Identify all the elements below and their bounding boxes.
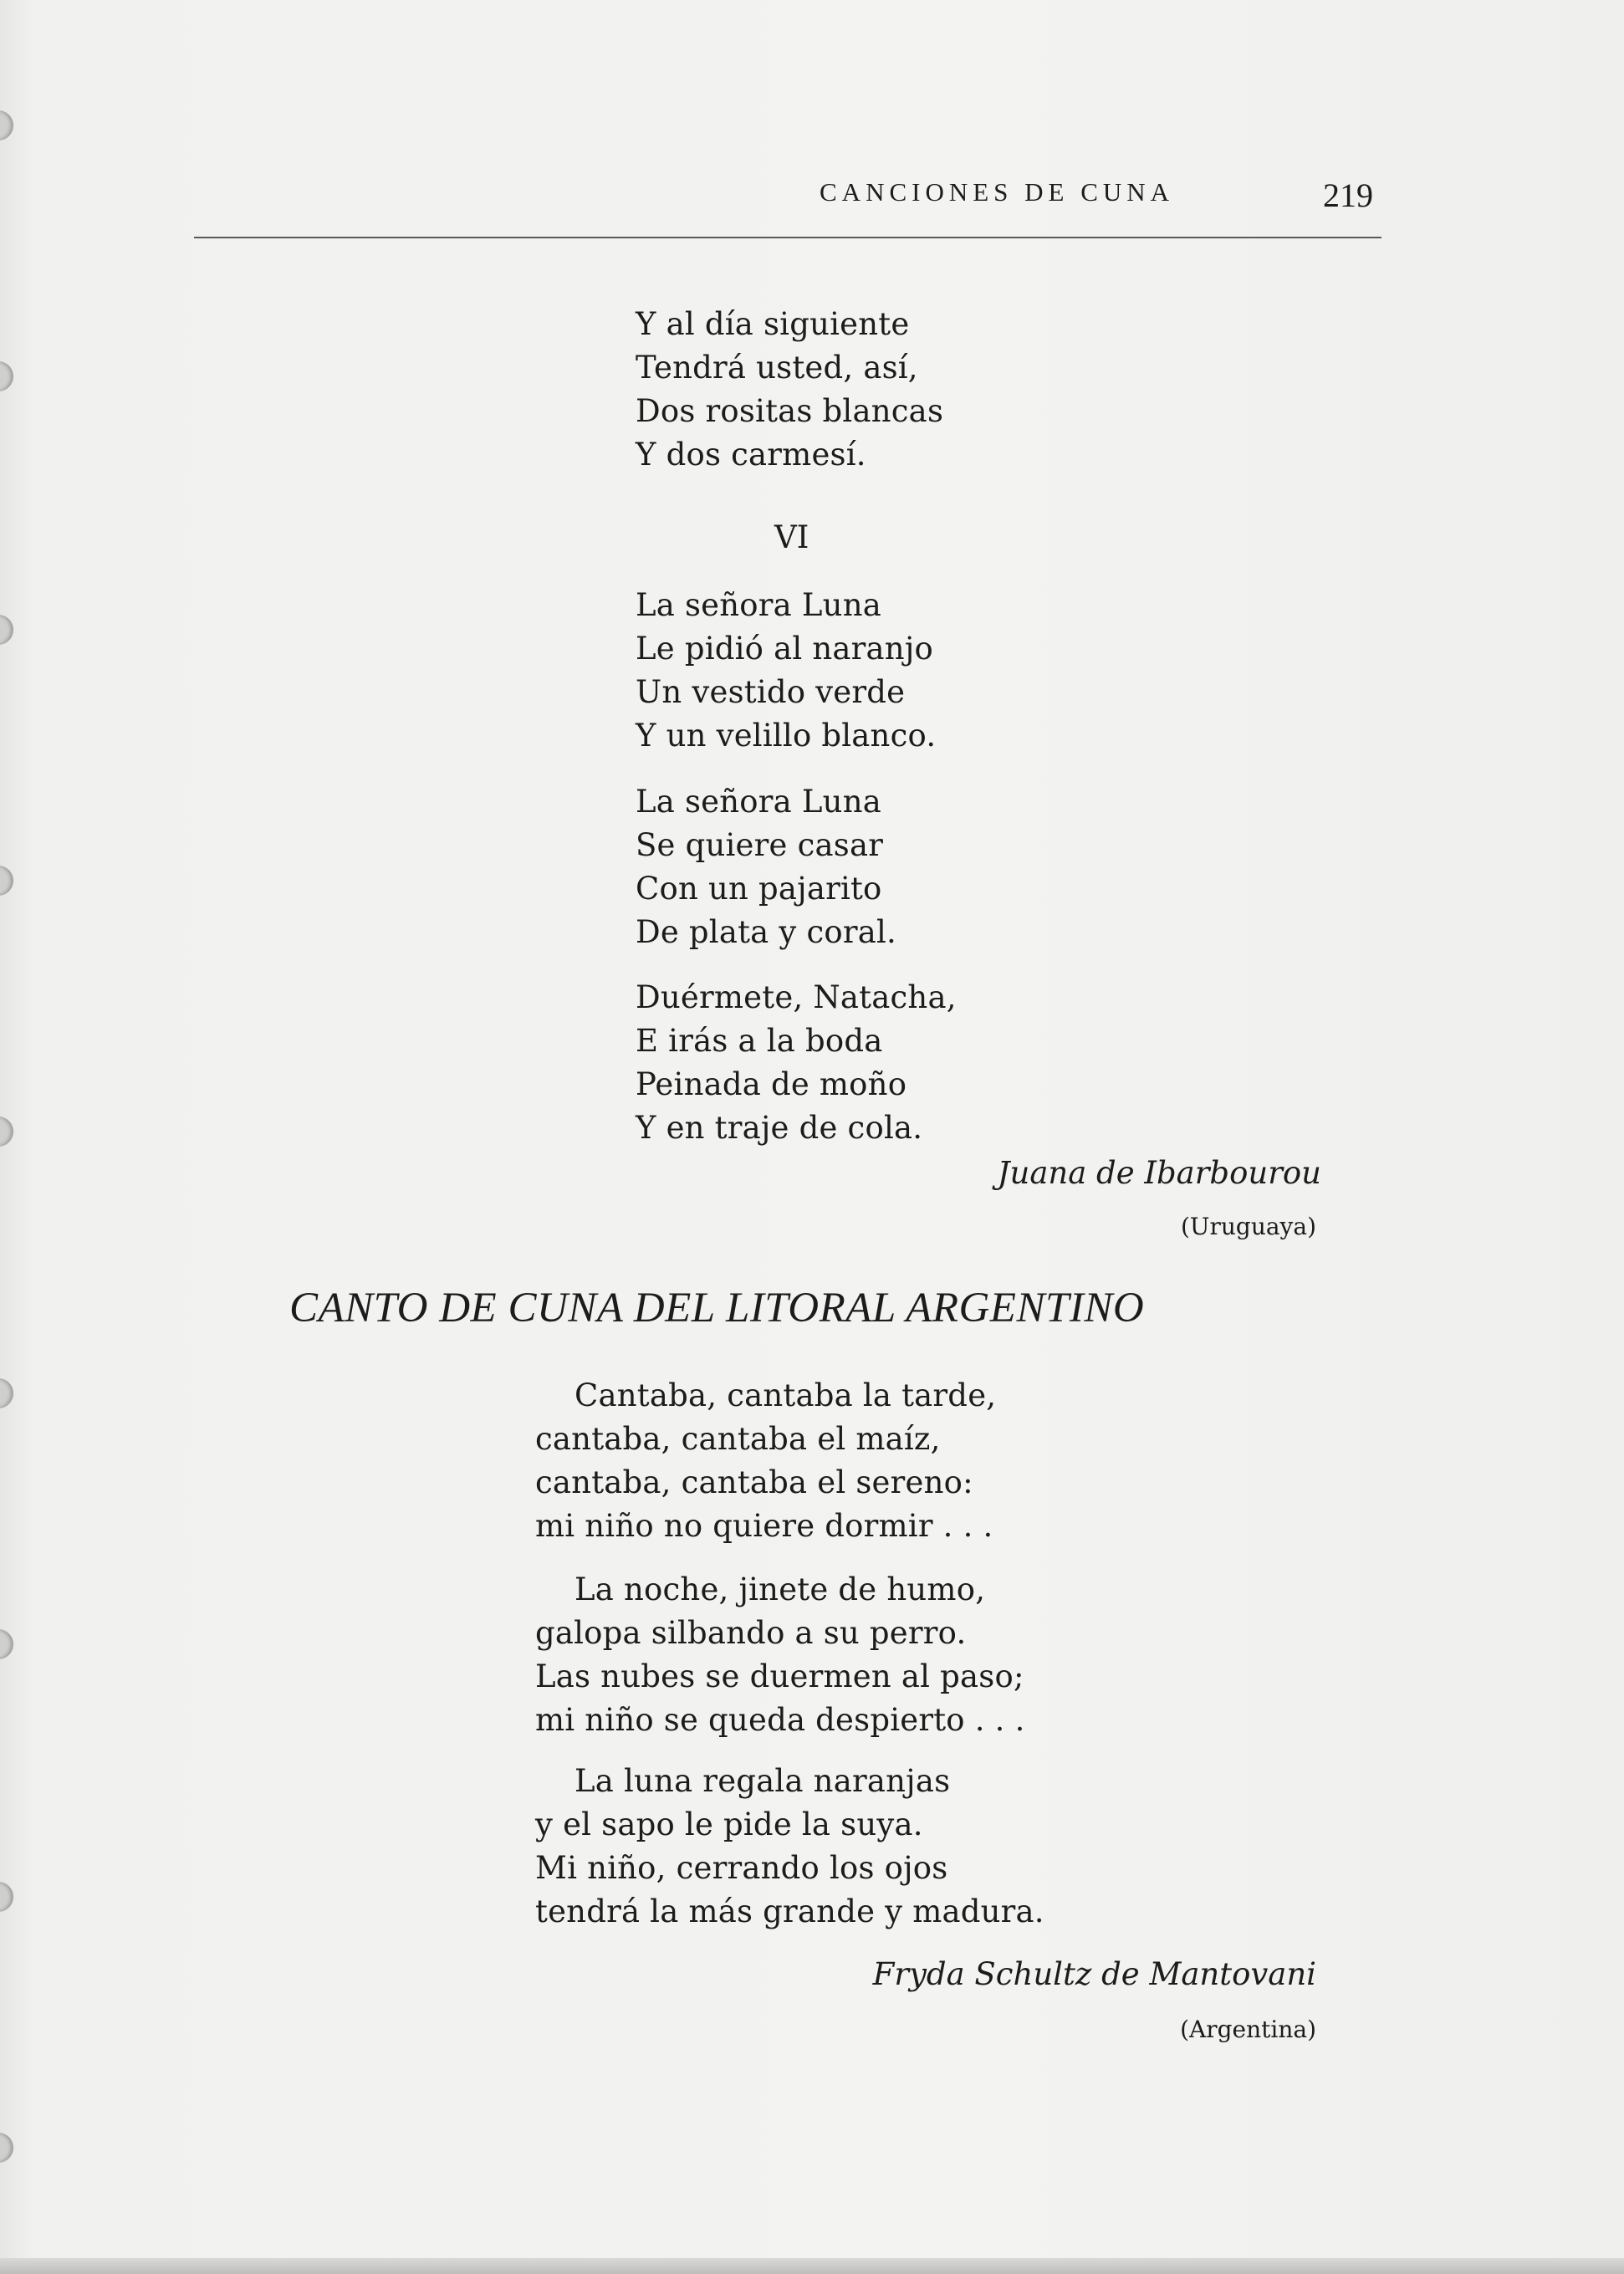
page-bottom-edge xyxy=(0,2258,1624,2274)
binding-hole xyxy=(0,866,13,896)
verse-line: La luna regala naranjas xyxy=(575,1763,951,1799)
poem2-country: (Argentina) xyxy=(1180,2016,1316,2043)
header-rule xyxy=(194,237,1381,238)
verse-line: cantaba, cantaba el sereno: xyxy=(535,1464,973,1500)
verse-line: Se quiere casar xyxy=(636,827,884,863)
verse-line: mi niño se queda despierto . . . xyxy=(535,1702,1025,1738)
poem2-stanza xyxy=(535,1374,996,1548)
verse-line: Las nubes se duermen al paso; xyxy=(535,1658,1024,1694)
verse-line: La señora Luna xyxy=(636,587,881,623)
poem1-author: Juana de Ibarbourou xyxy=(997,1155,1321,1191)
verse-line: cantaba, cantaba el maíz, xyxy=(535,1421,941,1457)
verse-line: Mi niño, cerrando los ojos xyxy=(535,1850,948,1886)
verse-line: E irás a la boda xyxy=(636,1023,883,1059)
verse-line: Duérmete, Natacha, xyxy=(636,979,957,1015)
verse-line: Con un pajarito xyxy=(636,871,882,907)
binding-hole xyxy=(0,1378,13,1408)
verse-line: La noche, jinete de humo, xyxy=(575,1571,986,1607)
verse-line: tendrá la más grande y madura. xyxy=(535,1893,1044,1929)
binding-hole xyxy=(0,361,13,391)
poem1-stanza xyxy=(636,303,943,477)
binding-hole xyxy=(0,1882,13,1912)
section-number: VI xyxy=(774,519,809,555)
poem2-title: CANTO DE CUNA DEL LITORAL ARGENTINO xyxy=(289,1285,1145,1331)
poem2-stanza xyxy=(535,1568,1025,1742)
verse-line: Dos rositas blancas xyxy=(636,393,944,429)
binding-hole xyxy=(0,110,13,141)
verse-line: Peinada de moño xyxy=(636,1066,907,1102)
verse-line: y el sapo le pide la suya. xyxy=(535,1806,923,1842)
poem1-stanza xyxy=(636,780,896,954)
verse-line: Y un velillo blanco. xyxy=(636,718,937,754)
poem1-stanza xyxy=(636,584,936,758)
verse-line: Tendrá usted, así, xyxy=(636,350,918,386)
verse-line: La señora Luna xyxy=(636,784,881,820)
poem1-country: (Uruguaya) xyxy=(1180,1213,1316,1240)
binding-hole xyxy=(0,1629,13,1659)
verse-line: De plata y coral. xyxy=(636,914,896,950)
binding-hole xyxy=(0,2133,13,2163)
verse-line: Y al día siguiente xyxy=(636,306,910,342)
binding-hole xyxy=(0,615,13,645)
binding-hole xyxy=(0,1117,13,1147)
verse-line: Y en traje de cola. xyxy=(636,1110,923,1146)
poem2-stanza xyxy=(535,1760,1044,1934)
verse-line: galopa silbando a su perro. xyxy=(535,1615,967,1651)
verse-line: mi niño no quiere dormir . . . xyxy=(535,1508,993,1544)
poem2-author: Fryda Schultz de Mantovani xyxy=(872,1956,1316,1992)
verse-line: Le pidió al naranjo xyxy=(636,631,933,667)
page-number: 219 xyxy=(1323,176,1373,214)
running-head: CANCIONES DE CUNA xyxy=(820,177,1175,207)
poem1-stanza xyxy=(636,976,957,1150)
verse-line: Cantaba, cantaba la tarde, xyxy=(575,1377,997,1413)
verse-line: Y dos carmesí. xyxy=(636,437,866,473)
verse-line: Un vestido verde xyxy=(636,674,906,710)
